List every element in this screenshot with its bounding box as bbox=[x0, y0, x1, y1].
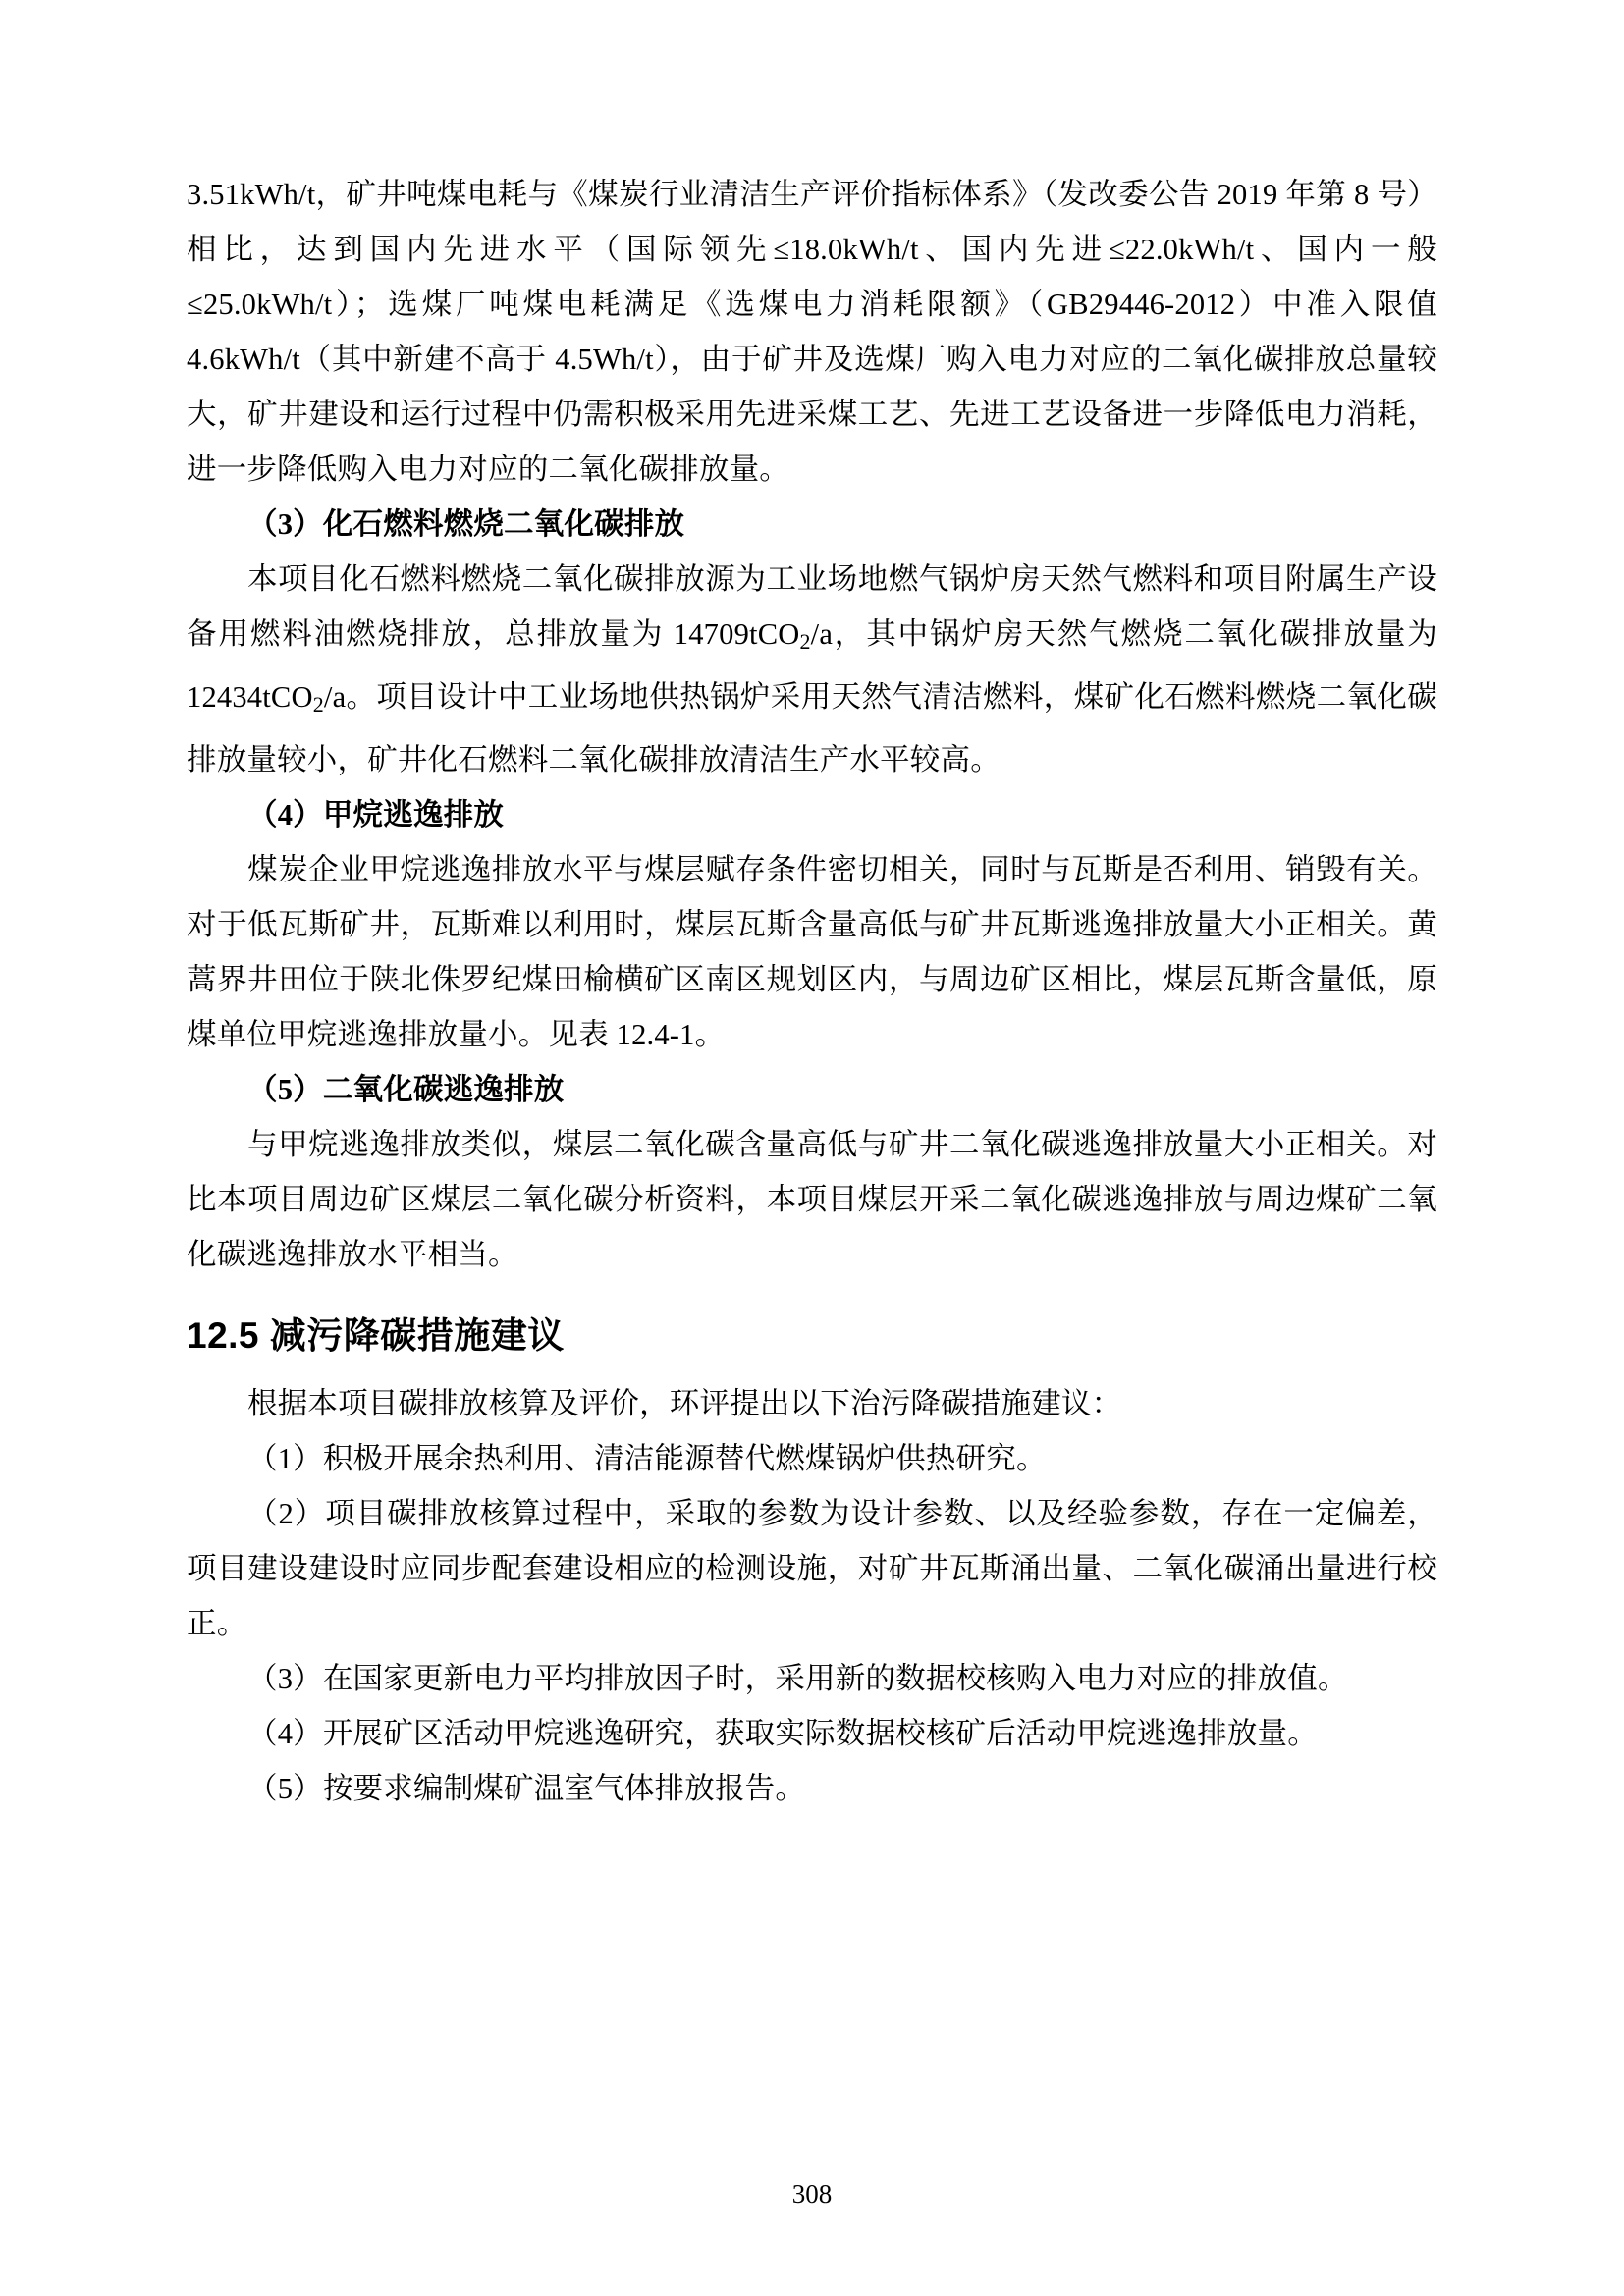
subheading-fossil-fuel-combustion: （3）化石燃料燃烧二氧化碳排放 bbox=[247, 507, 685, 541]
paragraph-recommendation-3: （3）在国家更新电力平均排放因子时，采用新的数据校核购入电力对应的排放值。 bbox=[247, 1661, 1348, 1695]
subheading-co2-fugitive: （5）二氧化碳逃逸排放 bbox=[247, 1072, 565, 1106]
paragraph-electricity-consumption: 3.51kWh/t，矿井吨煤电耗与《煤炭行业清洁生产评价指标体系》（发改委公告 2019 年第 8 号）相比，达到国内先进水平（国际领先≤18.0kWh/t、国内先进≤22.0kWh/t、国内一般≤25.0kWh/t）；选煤厂吨煤电耗满足《选煤电力消耗限额》（GB29446-2012）中准入限值 4.6kWh/t（其中新建不高于 4.5Wh/t），由于矿井及选煤厂购入电力对应的二氧化碳排放总量较大，矿井建设和运行过程中仍需积极采用先进采煤工艺、先进工艺设备进一步降低电力消耗，进一步降低购入电力对应的二氧化碳排放量。 bbox=[187, 178, 1437, 486]
paragraph-co2-fugitive: 与甲烷逃逸排放类似，煤层二氧化碳含量高低与矿井二氧化碳逃逸排放量大小正相关。对比本项目周边矿区煤层二氧化碳分析资料，本项目煤层开采二氧化碳逃逸排放与周边煤矿二氧化碳逃逸排放水平相当。 bbox=[187, 1127, 1437, 1271]
paragraph-recommendation-1: （1）积极开展余热利用、清洁能源替代燃煤锅炉供热研究。 bbox=[247, 1441, 1047, 1475]
section-heading-12-5: 12.5 减污降碳措施建议 bbox=[187, 1314, 565, 1356]
subscript-co2-2: 2 bbox=[312, 691, 324, 717]
paragraph-fossil-fuel-emissions bbox=[187, 552, 1437, 787]
fossil-text-part3: /a。项目设计中工业场地供热锅炉采用天然气清洁燃料，煤矿化石燃料燃烧二氧化碳排放量较小，矿井化石燃料二氧化碳排放清洁生产水平较高。 bbox=[187, 679, 1437, 776]
subheading-methane-fugitive: （4）甲烷逃逸排放 bbox=[247, 797, 505, 831]
fossil-text-part1: 本项目化石燃料燃烧二氧化碳排放源为工业场地燃气锅炉房天然气燃料和项目附属生产设备用燃料油燃烧排放，总排放量为 14709tCO bbox=[187, 562, 1437, 651]
page-content bbox=[187, 167, 1437, 1816]
paragraph-recommendation-2: （2）项目碳排放核算过程中，采取的参数为设计参数、以及经验参数，存在一定偏差，项目建设建设时应同步配套建设相应的检测设施，对矿井瓦斯涌出量、二氧化碳涌出量进行校正。 bbox=[187, 1496, 1437, 1640]
page-number: 308 bbox=[791, 2179, 833, 2209]
paragraph-recommendation-4: （4）开展矿区活动甲烷逃逸研究，获取实际数据校核矿后活动甲烷逃逸排放量。 bbox=[247, 1716, 1318, 1750]
subscript-co2-1: 2 bbox=[799, 628, 811, 654]
paragraph-recommendations-intro: 根据本项目碳排放核算及评价，环评提出以下治污降碳措施建议： bbox=[247, 1386, 1122, 1420]
paragraph-methane-fugitive: 煤炭企业甲烷逃逸排放水平与煤层赋存条件密切相关，同时与瓦斯是否利用、销毁有关。对于低瓦斯矿井，瓦斯难以利用时，煤层瓦斯含量高低与矿井瓦斯逃逸排放量大小正相关。黄蒿界井田位于陕北侏罗纪煤田榆横矿区南区规划区内，与周边矿区相比，煤层瓦斯含量低，原煤单位甲烷逃逸排放量小。见表 12.4-1。 bbox=[187, 852, 1437, 1051]
fossil-text-part2: /a，其中锅炉房天然气燃烧二氧化碳排放量为 12434tCO bbox=[187, 617, 1437, 714]
paragraph-recommendation-5: （5）按要求编制煤矿温室气体排放报告。 bbox=[247, 1771, 806, 1805]
